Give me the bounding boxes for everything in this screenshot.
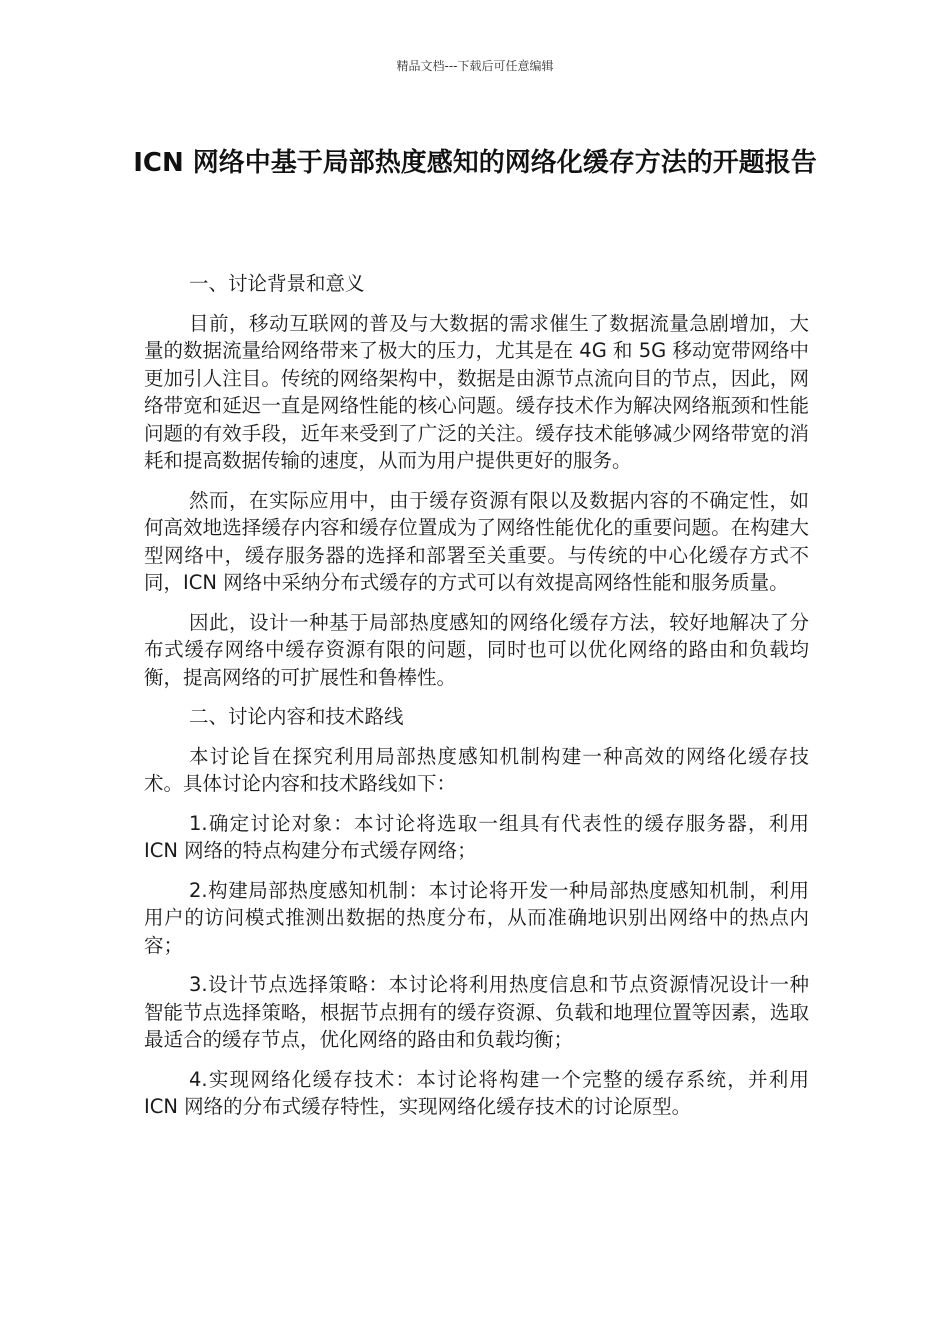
section-heading-content: 二、讨论内容和技术路线 — [189, 705, 404, 728]
paragraph-content-intro: 本讨论旨在探究利用局部热度感知机制构建一种高效的网络化缓存技术。具体讨论内容和技术路线如下： — [144, 744, 809, 795]
list-item-2: 2.构建局部热度感知机制：本讨论将开发一种局部热度感知机制，利用用户的访问模式推测出数据的热度分布，从而准确地识别出网络中的热点内容； — [144, 878, 809, 957]
paragraph-background-3: 因此，设计一种基于局部热度感知的网络化缓存方法，较好地解决了分布式缓存网络中缓存资源有限的问题，同时也可以优化网络的路由和负载均衡，提高网络的可扩展性和鲁棒性。 — [144, 610, 809, 689]
list-item-1: 1.确定讨论对象：本讨论将选取一组具有代表性的缓存服务器，利用 ICN 网络的特点构建分布式缓存网络； — [144, 811, 809, 862]
paragraph-background-2: 然而，在实际应用中，由于缓存资源有限以及数据内容的不确定性，如何高效地选择缓存内容和缓存位置成为了网络性能优化的重要问题。在构建大型网络中，缓存服务器的选择和部署至关重要。与传统的中心化缓存方式不同，ICN 网络中采纳分布式缓存的方式可以有效提高网络性能和服务质量。 — [144, 488, 809, 594]
document-body — [144, 270, 809, 1133]
document-title: ICN 网络中基于局部热度感知的网络化缓存方法的开题报告 — [133, 148, 817, 178]
header-note: 精品文档---下载后可任意编辑 — [396, 59, 554, 73]
paragraph-background-1: 目前，移动互联网的普及与大数据的需求催生了数据流量急剧增加，大量的数据流量给网络带来了极大的压力，尤其是在 4G 和 5G 移动宽带网络中更加引人注目。传统的网络架构中，数据是由源节点流向目的节点，因此，网络带宽和延迟一直是网络性能的核心问题。缓存技术作为解决网络瓶颈和性能问题的有效手段，近年来受到了广泛的关注。缓存技术能够减少网络带宽的消耗和提高数据传输的速度，从而为用户提供更好的服务。 — [144, 311, 809, 472]
list-item-4: 4.实现网络化缓存技术：本讨论将构建一个完整的缓存系统，并利用 ICN 网络的分布式缓存特性，实现网络化缓存技术的讨论原型。 — [144, 1067, 809, 1118]
list-item-3: 3.设计节点选择策略：本讨论将利用热度信息和节点资源情况设计一种智能节点选择策略，根据节点拥有的缓存资源、负载和地理位置等因素，选取最适合的缓存节点，优化网络的路由和负载均衡； — [144, 973, 809, 1051]
section-heading-background: 一、讨论背景和意义 — [189, 272, 365, 295]
